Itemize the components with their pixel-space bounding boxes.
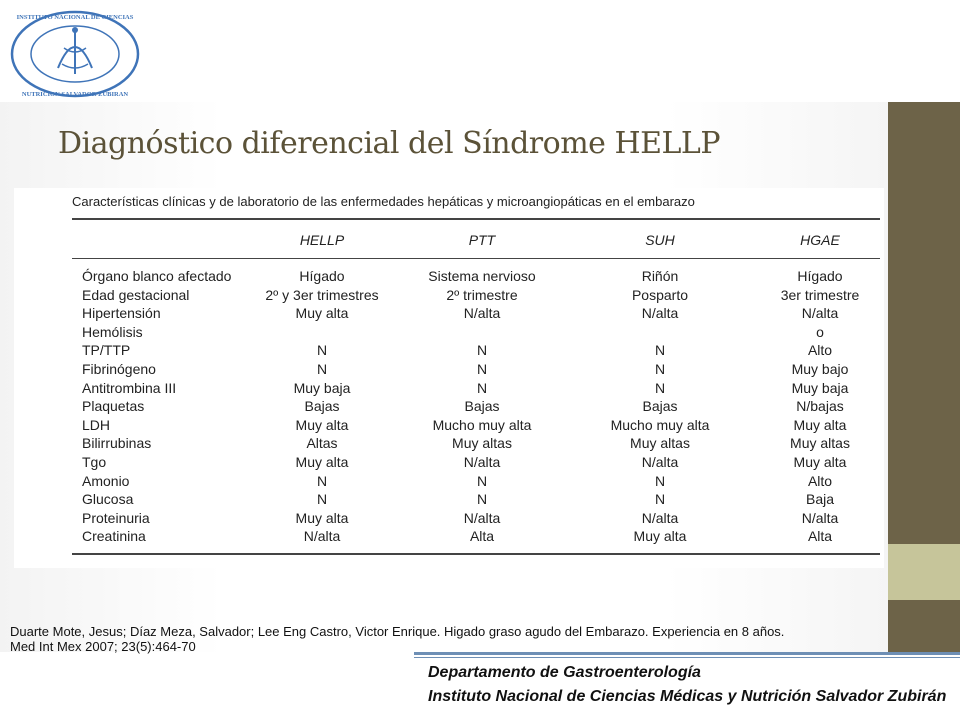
footer-rule [414,652,960,655]
table-cell: Muy alta [793,454,847,470]
sidebar-accent-dark-bottom [888,600,960,652]
table-cell: Muy baja [791,379,849,396]
table-cell: N [316,491,328,508]
table-cell: N/alta [641,454,679,470]
table-cell: N [316,342,328,359]
table-cell: N [476,491,488,508]
table-column-header: SUH [645,232,675,248]
table-cell: N/bajas [796,398,844,415]
table-row-label: Hipertensión [82,305,161,322]
table-cell: Alta [469,528,495,545]
table-cell: Posparto [631,286,689,303]
table-cell: Bajas [304,398,340,415]
table-row-label: Fibrinógeno [82,361,156,377]
table-rule-bottom [72,553,880,555]
sidebar-accent-light [888,544,960,600]
table-cell: o [816,323,824,340]
table-cell: 2º y 3er trimestres [265,286,379,303]
table-cell: Muy alta [633,528,687,545]
sidebar-accent-dark-top [888,102,960,544]
table-cell: N/alta [463,305,501,322]
citation-line-1: Duarte Mote, Jesus; Díaz Meza, Salvador; Lee Eng Castro, Victor Enrique. Higado graso agudo del Embarazo. Experiencia en 8 años. [10,624,785,639]
table-cell: Sistema nervioso [428,268,536,284]
table-row-label: Órgano blanco afectado [82,268,232,284]
table-rule-top [72,218,880,220]
table-row-label: Creatinina [82,528,146,545]
table-row-label: Tgo [82,454,107,470]
table-cell: Muy alta [295,454,349,470]
table-cell: Muy bajo [791,361,849,377]
table-cell: N/alta [801,509,839,526]
table-row-label: Glucosa [82,491,134,508]
table-row-label: LDH [82,416,111,433]
table-cell: N [316,361,328,377]
table-cell: Alto [807,342,833,359]
table-cell: 3er trimestre [780,286,860,303]
table-cell: N [476,379,488,396]
table-caption: Características clínicas y de laboratorio de las enfermedades hepáticas y microangiopáticas en el embarazo [72,194,695,209]
table-cell: Bajas [464,398,500,415]
slide-title: Diagnóstico diferencial del Síndrome HELLP [58,126,721,161]
table-cell: N [654,379,666,396]
table-cell: Muy alta [295,509,349,526]
table-rule-header [72,258,880,259]
table-row-label: Bilirrubinas [82,435,152,452]
table-row-label: TP/TTP [82,342,131,359]
svg-text:NUTRICION SALVADOR ZUBIRAN: NUTRICION SALVADOR ZUBIRAN [21,91,129,98]
table-cell: 2º trimestre [446,286,518,303]
table-cell: Alto [807,472,833,489]
footer-rule-thin [414,657,960,658]
table-cell: Muy alta [793,416,847,433]
footer-institute: Instituto Nacional de Ciencias Médicas y Nutrición Salvador Zubirán [428,688,947,705]
table-cell: Mucho muy alta [610,416,710,433]
table-cell: Altas [306,435,338,452]
table-cell: Muy alta [295,416,349,433]
institute-seal-logo [8,8,142,100]
table-cell: Muy altas [630,435,690,452]
table-cell: N [654,472,666,489]
table-cell: Mucho muy alta [432,416,532,433]
table-cell: N [476,342,488,359]
table-row-label: Hemólisis [82,323,143,340]
table-cell: Alta [807,528,833,545]
table-cell: Muy alta [295,305,349,322]
table-row-label: Antitrombina III [82,379,177,396]
table-cell: N [654,342,666,359]
table-cell: Muy altas [452,435,512,452]
table-row-label: Plaquetas [82,398,145,415]
citation-line-2: Med Int Mex 2007; 23(5):464-70 [10,639,196,654]
table-cell: Muy altas [790,435,850,452]
table-row-label: Edad gestacional [82,286,190,303]
table-row-label: Amonio [82,472,130,489]
table-cell: N [654,361,666,377]
table-column-header: HGAE [800,232,840,248]
table-cell: N [316,472,328,489]
table-cell: Riñón [641,268,679,284]
table-cell: Baja [805,491,835,508]
table-row-label: Proteinuria [82,509,150,526]
table-cell: N/alta [801,305,839,322]
table-cell: N/alta [463,509,501,526]
table-cell: N/alta [303,528,341,545]
table-cell: Hígado [299,268,345,284]
table-cell: Muy baja [293,379,351,396]
table-cell: N/alta [641,509,679,526]
table-cell: N [476,472,488,489]
svg-text:INSTITUTO NACIONAL DE CIENCIAS: INSTITUTO NACIONAL DE CIENCIAS [16,14,134,21]
table-column-header: PTT [468,232,496,248]
table-column-header: HELLP [299,232,345,248]
citation-reference [10,624,880,654]
table-cell: N [476,361,488,377]
table-cell: Hígado [797,268,843,284]
table-cell: Bajas [642,398,678,415]
footer-department: Departamento de Gastroenterología [428,664,701,681]
table-cell: N [654,491,666,508]
table-cell: N/alta [463,454,501,470]
table-cell: N/alta [641,305,679,322]
